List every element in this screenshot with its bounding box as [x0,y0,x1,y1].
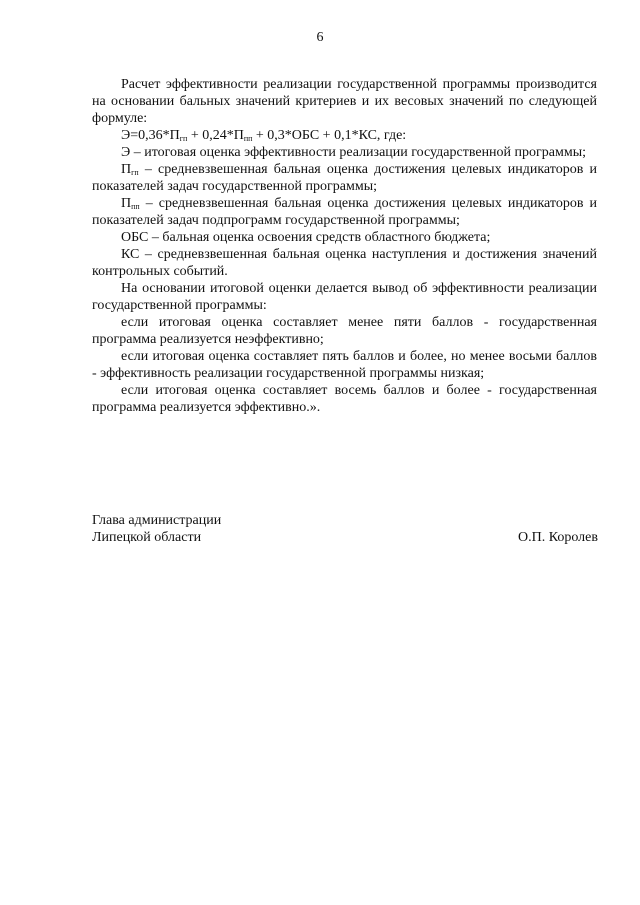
definition-e: Э – итоговая оценка эффективности реализации государственной программы; [121,145,587,160]
case-high: если итоговая оценка составляет восемь баллов и более - государственная программа реализуется эффективно.». [92,383,597,415]
definition-ks: КС – средневзвешенная бальная оценка наступления и достижения значений контрольных событий. [92,247,597,279]
signatory-title-line1: Глава администрации [92,513,222,528]
signatory-title-line2: Липецкой области [92,530,202,545]
signature-row [92,529,598,546]
case-mid: если итоговая оценка составляет пять баллов и более, но менее восьми баллов - эффективность реализации государственной программы низкая; [92,349,597,381]
formula-part: + 0,3*ОБС + 0,1*КС, где: [252,128,407,143]
symbol-subscript: пп [131,202,140,211]
signatory-name: О.П. Королев [518,530,598,545]
formula-subscript: гп [179,134,188,143]
symbol: П [121,162,132,177]
formula [92,127,597,144]
conclusion-paragraph: На основании итоговой оценки делается вывод об эффективности реализации государственной программы: [92,281,597,313]
intro-paragraph: Расчет эффективности реализации государственной программы производится на основании бальных значений критериев и их весовых значений по следующей формуле: [92,77,597,126]
definition-ppp [92,195,597,229]
document-body [92,76,597,416]
symbol: П [121,196,132,211]
symbol-subscript: гп [131,168,139,177]
definition-obs: ОБС – бальная оценка освоения средств областного бюджета; [121,230,491,245]
formula-part: + 0,24*П [187,128,244,143]
page-number: 6 [316,30,324,45]
formula-part: Э=0,36*П [121,128,180,143]
definition-text: – средневзвешенная бальная оценка достижения целевых индикаторов и показателей задач подпрограмм государственной программы; [92,196,597,228]
formula-subscript: пп [243,134,253,143]
case-low: если итоговая оценка составляет менее пяти баллов - государственная программа реализуется неэффективно; [92,315,597,347]
definition-text: – средневзвешенная бальная оценка достижения целевых индикаторов и показателей задач государственной программы; [92,162,597,194]
signature-block [92,512,598,546]
definition-pgp [92,161,597,195]
